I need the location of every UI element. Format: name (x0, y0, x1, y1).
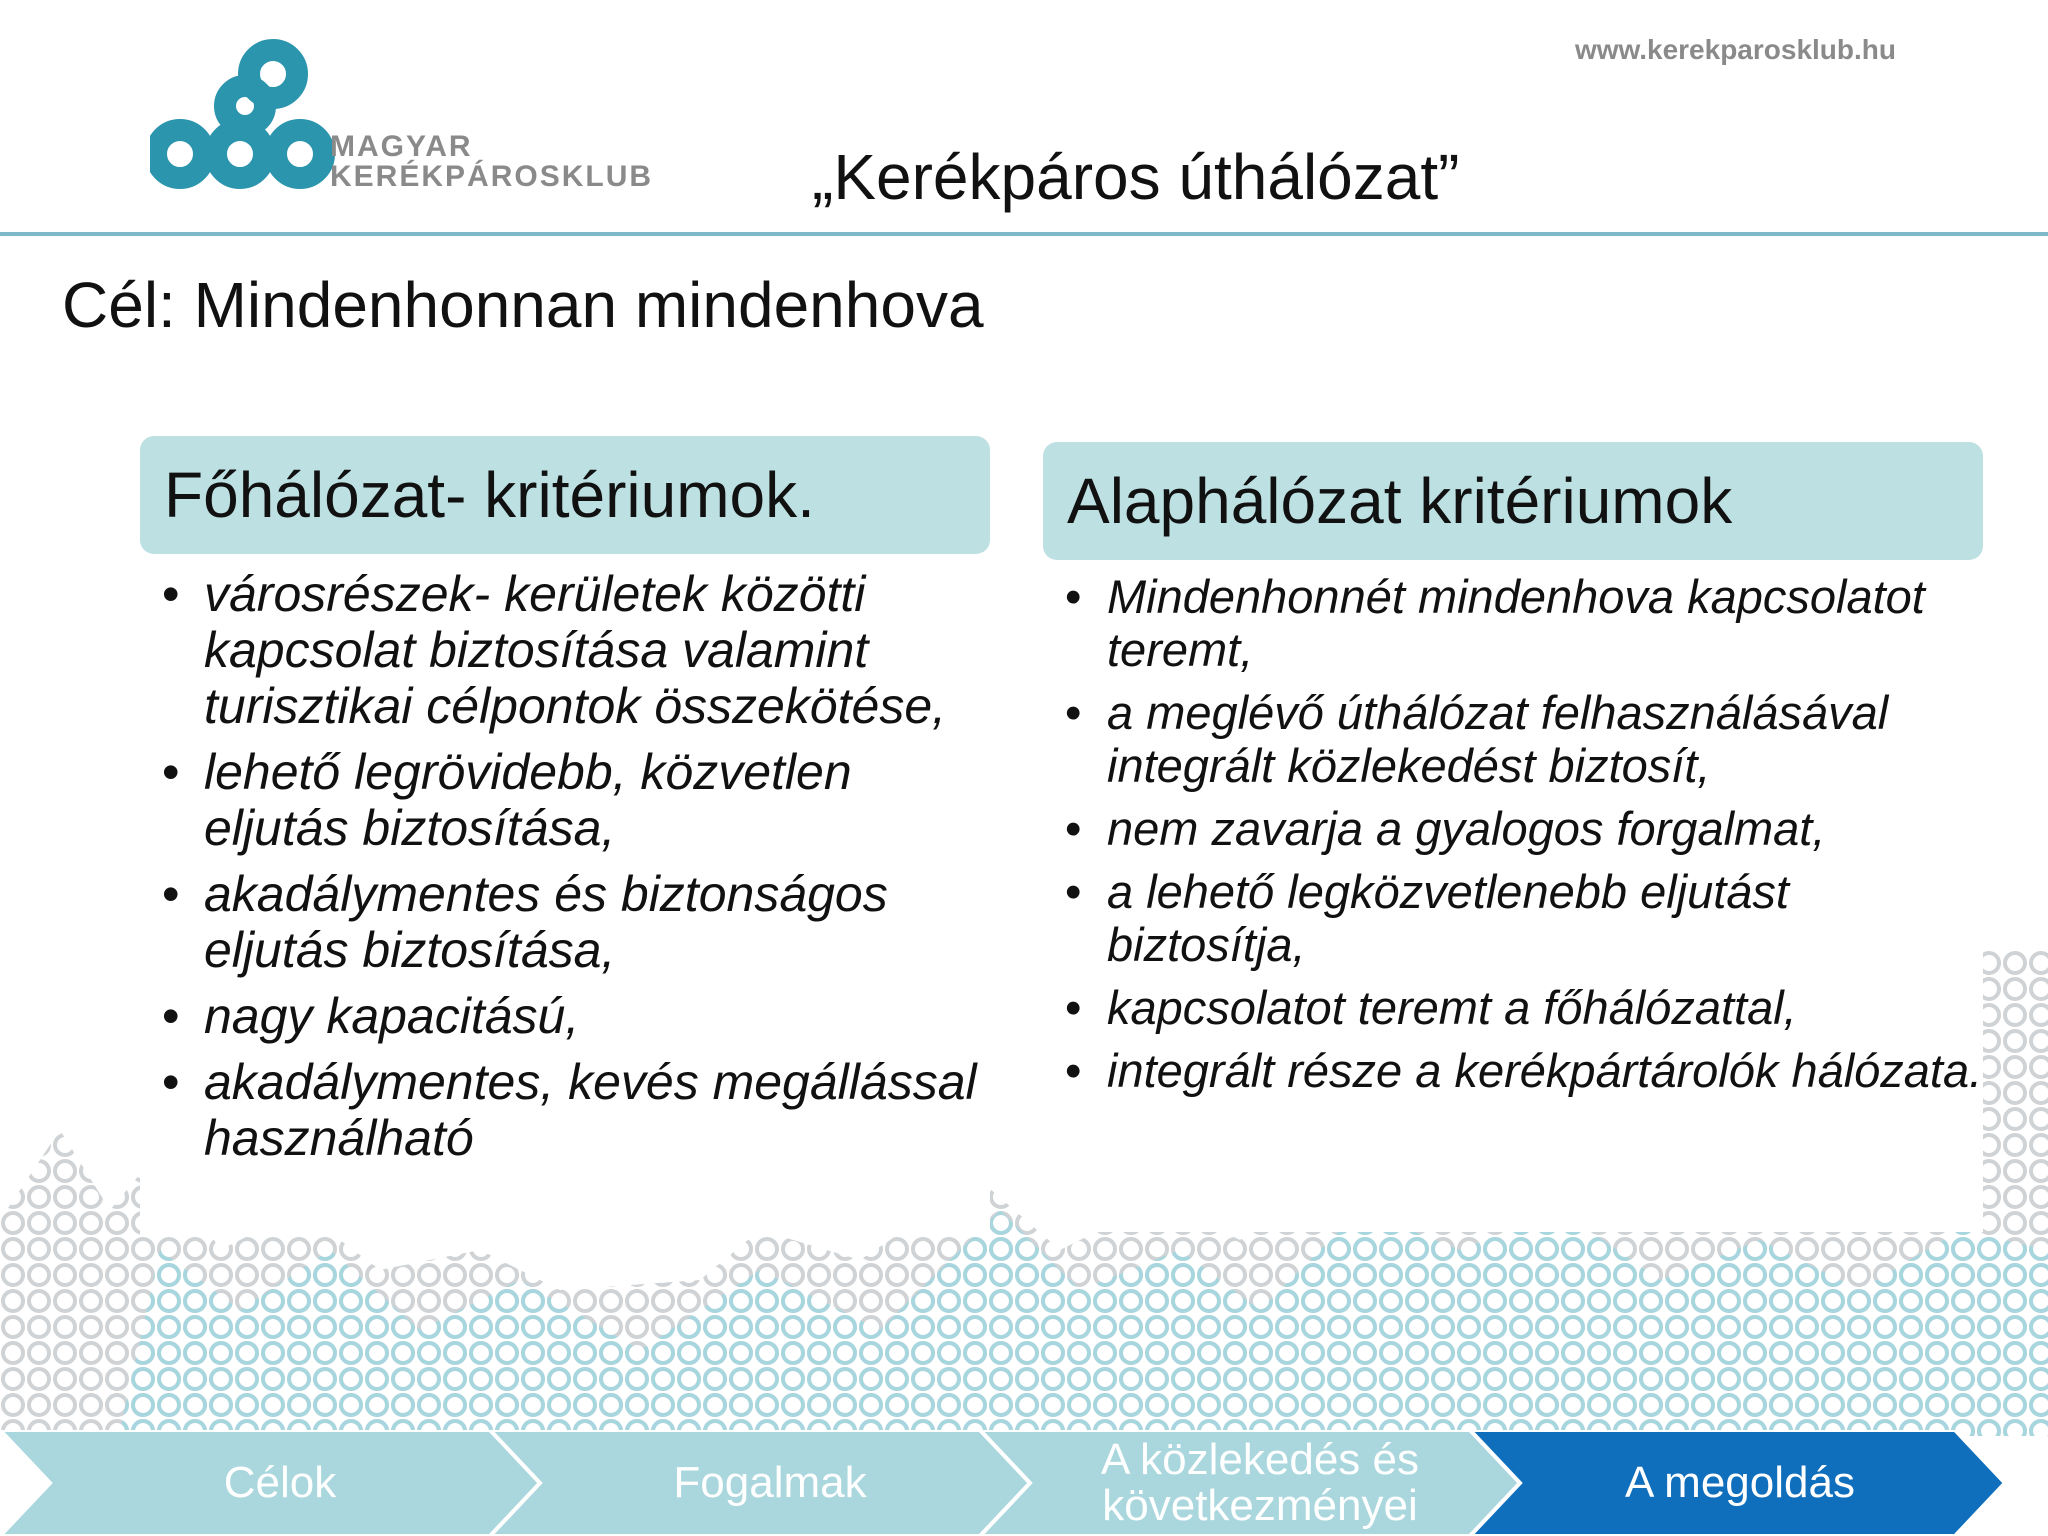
list-item: • kapcsolatot teremt a főhálózattal, (1043, 981, 1983, 1034)
list-item: • Mindenhonnét mindenhova kapcsolatot teremt, (1043, 570, 1983, 676)
main-network-panel (140, 436, 990, 1236)
base-network-heading: Alaphálózat kritériumok (1043, 442, 1983, 560)
list-item: • akadálymentes és biztonságos eljutás biztosítása, (140, 866, 990, 978)
list-item: • a lehető legközvetlenebb eljutást biztosítja, (1043, 865, 1983, 971)
list-item: • városrészek- kerületek közötti kapcsolat biztosítása valamint turisztikai célpontok összekötése, (140, 566, 990, 734)
logo-text: MAGYAR KERÉKPÁROSKLUB (330, 130, 654, 193)
header-divider (0, 232, 2048, 236)
main-network-heading: Főhálózat- kritériumok. (140, 436, 990, 554)
base-network-criteria-list (1043, 570, 1983, 1097)
main-network-criteria-list (140, 566, 990, 1166)
nav-item-fogalmak[interactable]: Fogalmak (673, 1458, 867, 1507)
goal-heading: Cél: Mindenhonnan mindenhova (62, 269, 984, 341)
list-item: • akadálymentes, kevés megállással használható (140, 1054, 990, 1166)
list-item: • integrált része a kerékpártárolók hálózata. (1043, 1044, 1983, 1097)
base-network-panel (1043, 442, 1983, 1232)
slide-title: „Kerékpáros úthálózat” (812, 141, 1460, 213)
nav-item-megoldas[interactable]: A megoldás (1625, 1458, 1855, 1507)
list-item: • lehető legrövidebb, közvetlen eljutás biztosítása, (140, 744, 990, 856)
list-item: • nem zavarja a gyalogos forgalmat, (1043, 802, 1983, 855)
nav-item-kozlekedes[interactable]: A közlekedés és következményei (1101, 1435, 1419, 1530)
section-navigation (0, 1430, 2048, 1536)
nav-item-celok[interactable]: Célok (223, 1458, 337, 1507)
site-url: www.kerekparosklub.hu (1574, 34, 1896, 65)
list-item: • a meglévő úthálózat felhasználásával integrált közlekedést biztosít, (1043, 686, 1983, 792)
list-item: • nagy kapacitású, (140, 988, 990, 1044)
